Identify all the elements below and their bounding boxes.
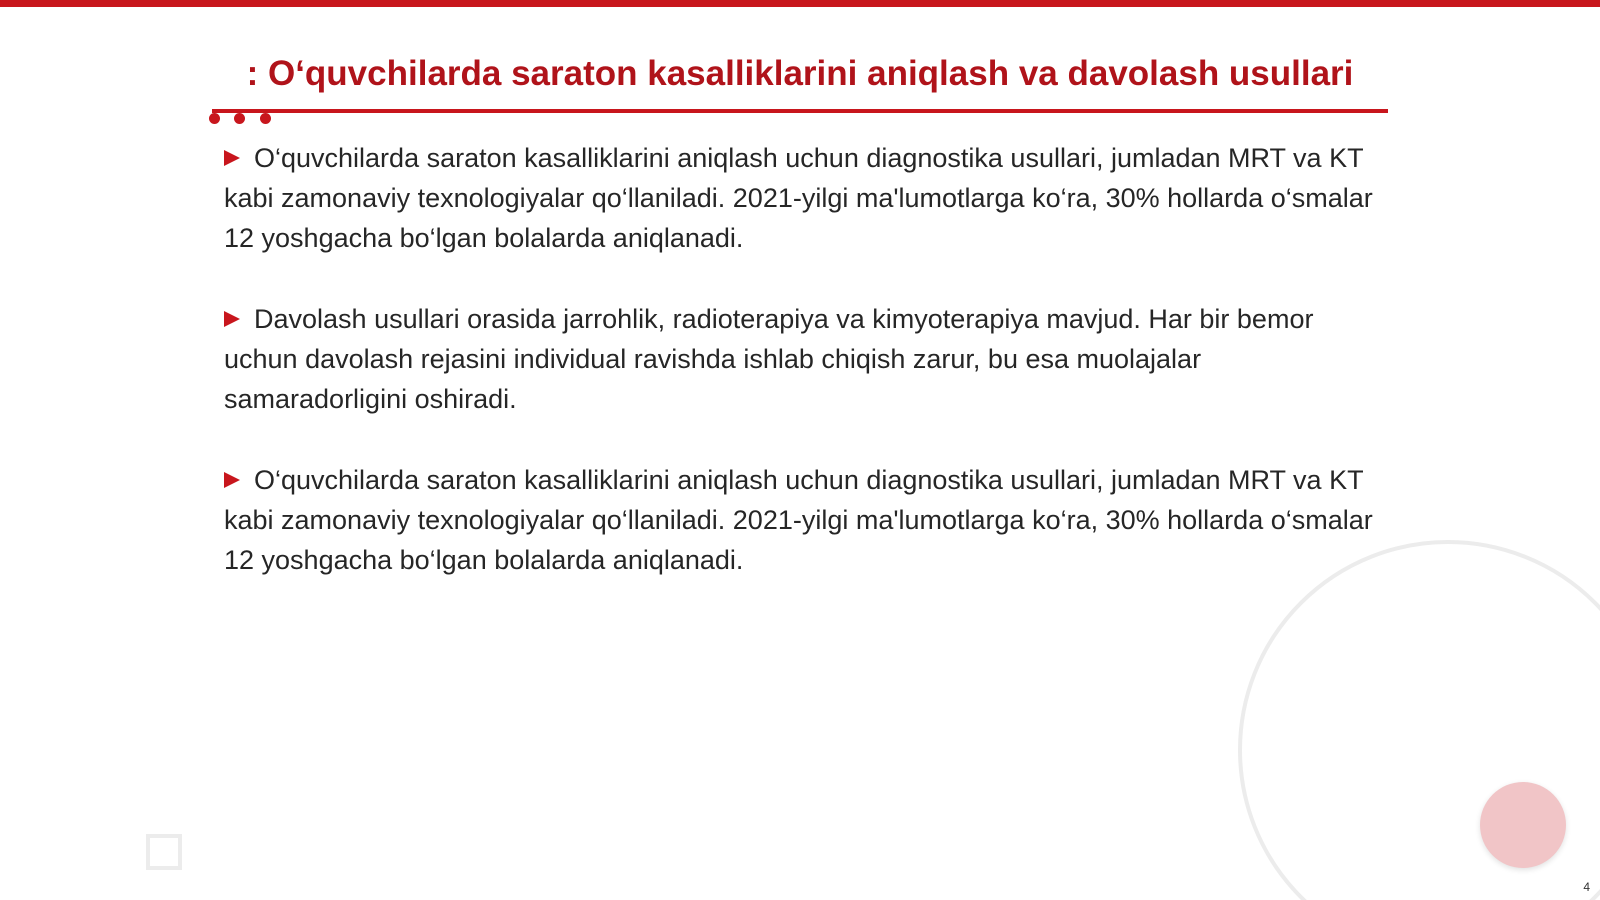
bullet-list <box>224 138 1374 621</box>
decorative-square-outline <box>146 834 182 870</box>
bullet-text: Davolash usullari orasida jarrohlik, radioterapiya va kimyoterapiya mavjud. Har bir bemor uchun davolash rejasini individual ravishda ishlab chiqish zarur, bu esa muolajalar samaradorligini oshiradi. <box>224 304 1314 414</box>
slide-title: : O‘quvchilarda saraton kasalliklarini aniqlash va davolash usullari <box>246 54 1354 93</box>
bullet-item <box>224 299 1374 419</box>
bullet-item <box>224 460 1374 580</box>
triangle-right-icon <box>224 311 240 327</box>
bullet-text: O‘quvchilarda saraton kasalliklarini aniqlash uchun diagnostika usullari, jumladan MRT va KT kabi zamonaviy texnologiyalar qo‘llaniladi. 2021-yilgi ma'lumotlarga ko‘ra, 30% hollarda o‘smalar 12 yoshgacha bo‘lgan bolalarda aniqlanadi. <box>224 465 1373 575</box>
title-underline <box>212 109 1388 113</box>
bullet-item <box>224 138 1374 258</box>
underline-dot <box>209 113 220 124</box>
triangle-right-icon <box>224 150 240 166</box>
decorative-circle-pink <box>1480 782 1566 868</box>
page-number: 4 <box>1583 880 1590 894</box>
top-accent-bar <box>0 0 1600 7</box>
underline-dot <box>260 113 271 124</box>
triangle-right-icon <box>224 472 240 488</box>
bullet-text: O‘quvchilarda saraton kasalliklarini aniqlash uchun diagnostika usullari, jumladan MRT va KT kabi zamonaviy texnologiyalar qo‘llaniladi. 2021-yilgi ma'lumotlarga ko‘ra, 30% hollarda o‘smalar 12 yoshgacha bo‘lgan bolalarda aniqlanadi. <box>224 143 1373 253</box>
underline-dot <box>234 113 245 124</box>
